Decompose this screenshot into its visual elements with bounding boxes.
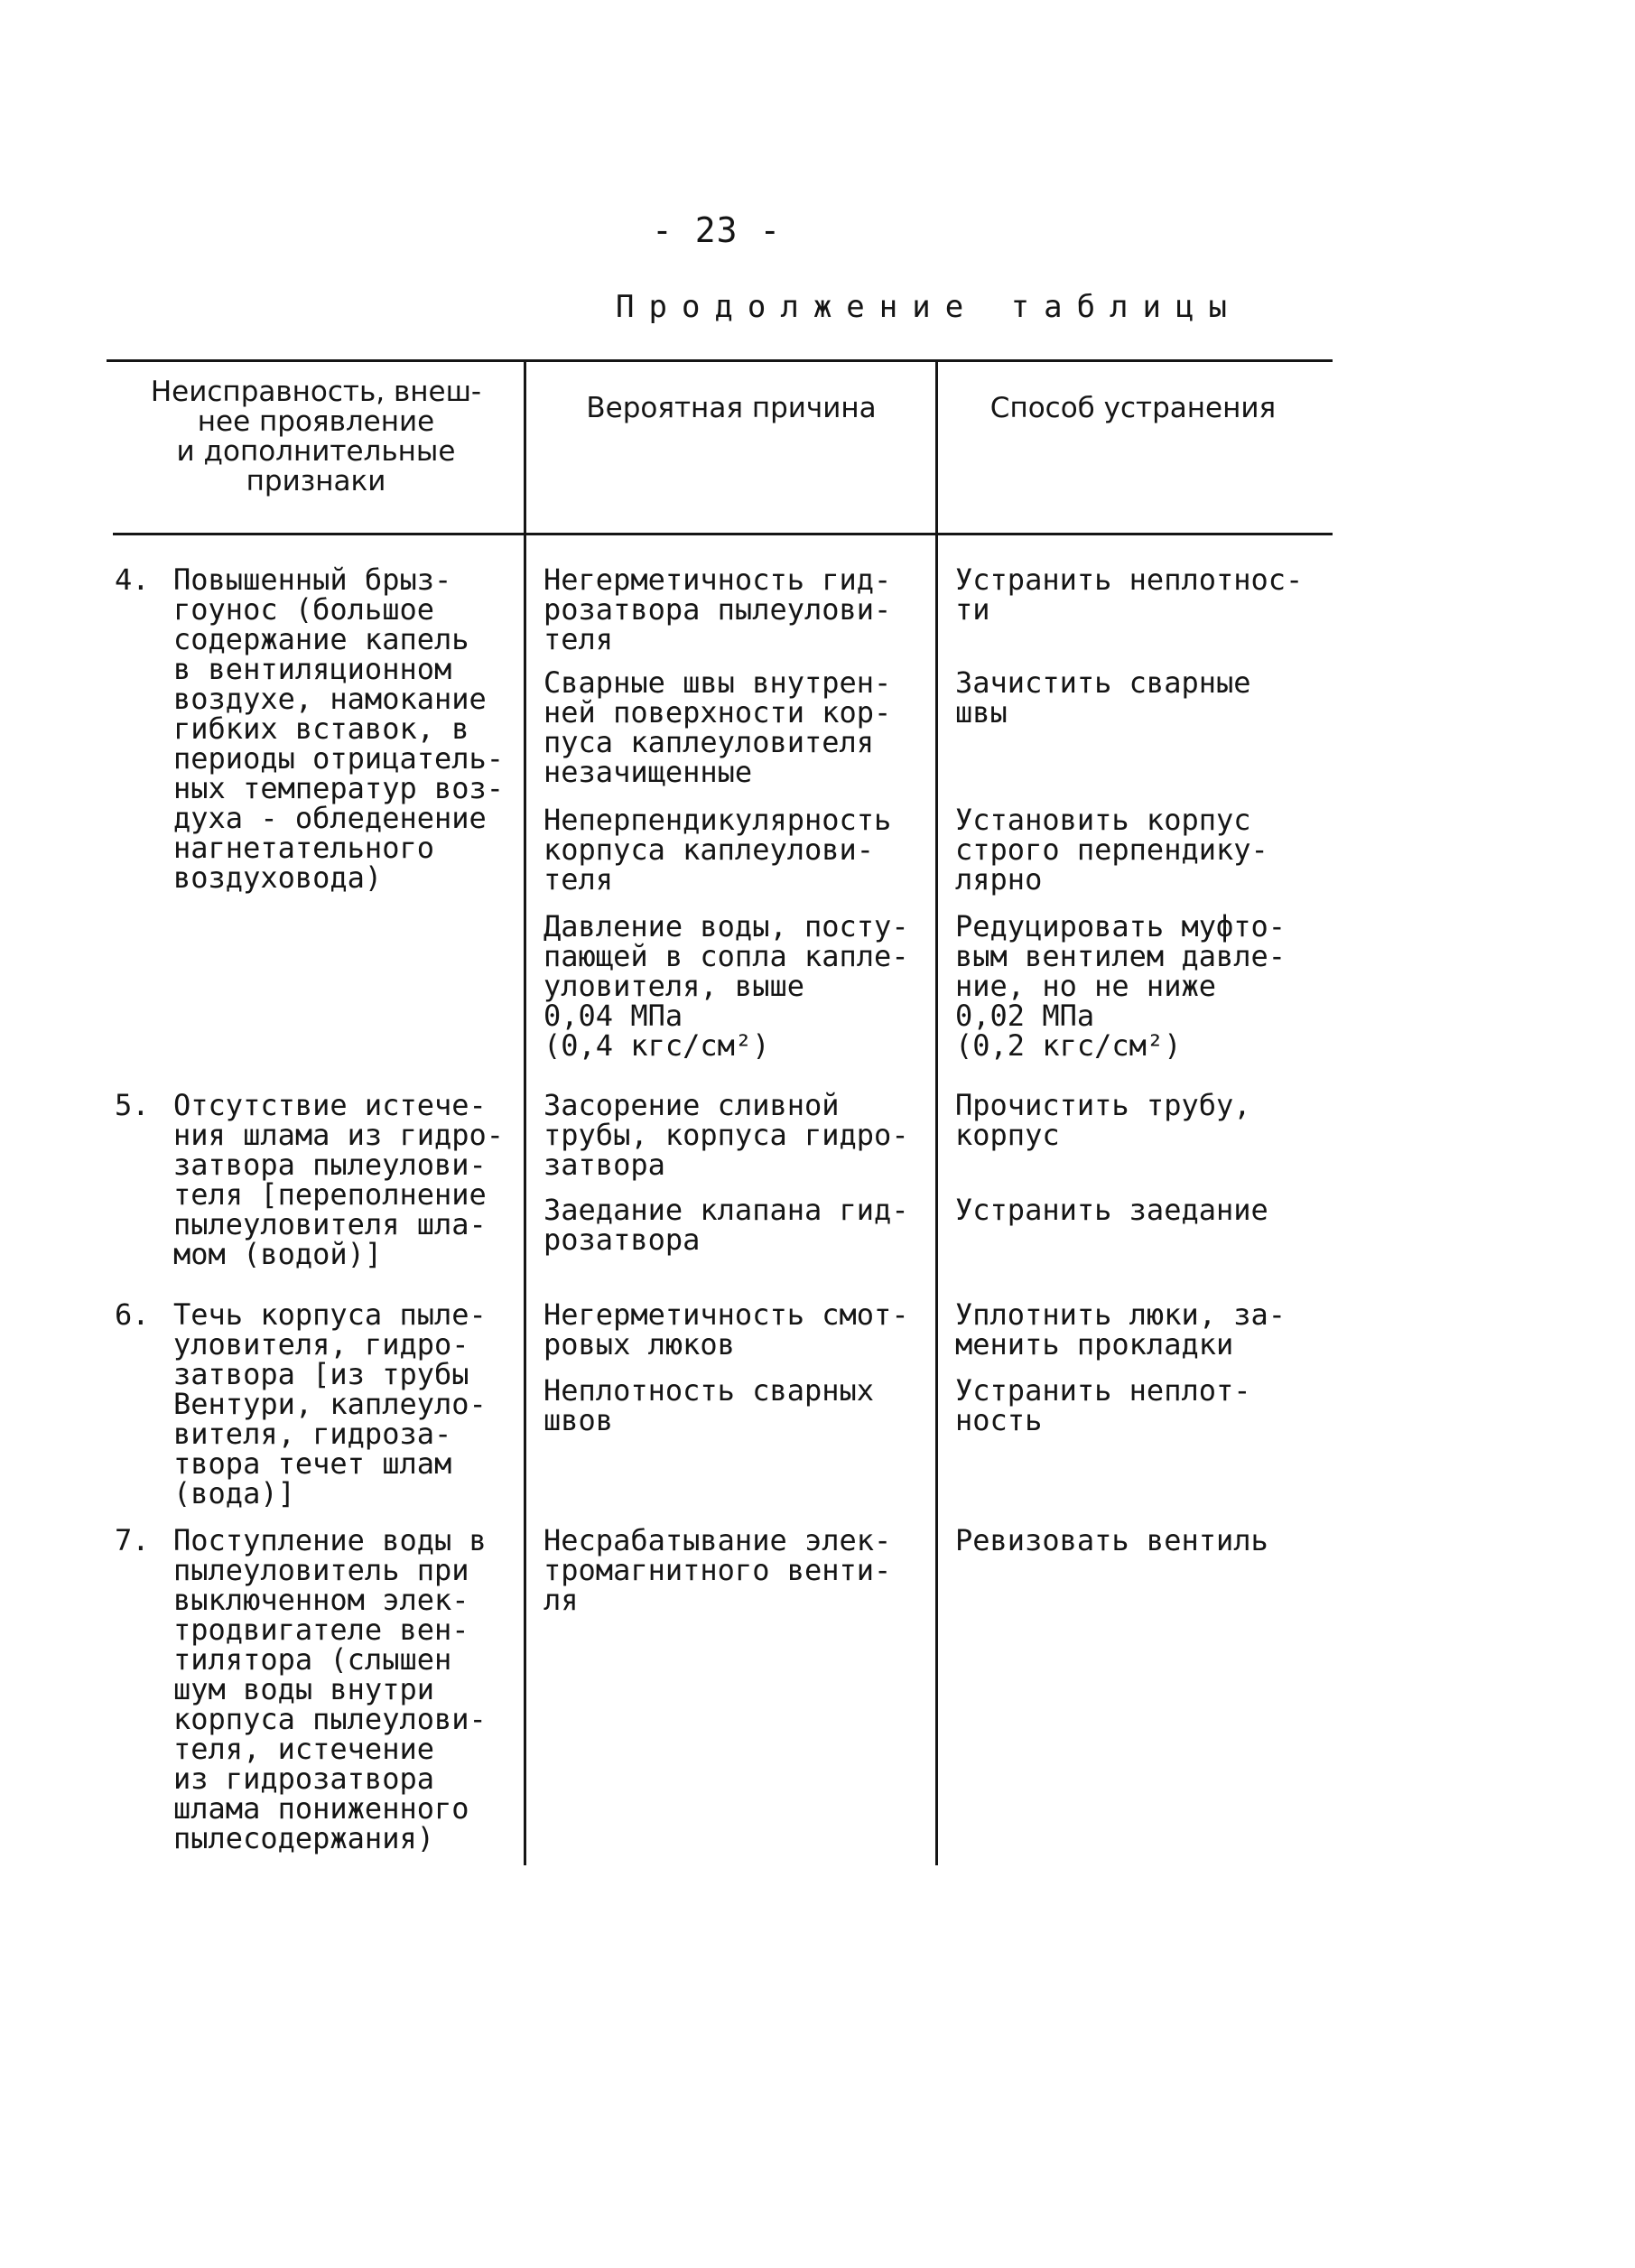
remedy-text: Уплотнить люки, за- менить прокладки bbox=[955, 1297, 1287, 1362]
remedy-text: Редуцировать муфто- вым вентилем давле- ние, но не ниже 0,02 МПа (0,2 кгс/см²) bbox=[955, 909, 1287, 1063]
cause-text: Давление воды, посту- пающей в сопла капле- уловителя, выше 0,04 МПа (0,4 кгс/см²) bbox=[543, 909, 909, 1063]
cause-text: Негерметичность гид- розатвора пылеулови- теля bbox=[543, 562, 892, 656]
cause-text: Неплотность сварных швов bbox=[543, 1373, 875, 1437]
cause-text: Неперпендикулярность корпуса каплеулови- теля bbox=[543, 803, 892, 897]
fault-description: Отсутствие истече- ния шлама из гидро- затвора пылеулови- теля [переполнение пылеуловителя шла- мом (водой)] bbox=[173, 1088, 505, 1271]
table-top-border bbox=[107, 359, 1333, 362]
cause-text: Засорение сливной трубы, корпуса гидро- затвора bbox=[543, 1088, 909, 1182]
fault-description: Течь корпуса пыле- уловителя, гидро- затвора [из трубы Вентури, каплеуло- вителя, гидроза- твора течет шлам (вода)] bbox=[173, 1297, 487, 1510]
row-number: 4. bbox=[115, 562, 150, 597]
page-number: - 23 - bbox=[652, 210, 782, 250]
remedy-text: Устранить неплотнос- ти bbox=[955, 562, 1304, 627]
header-cause: Вероятная причина bbox=[586, 392, 877, 424]
table-continuation-caption: Продолжение таблицы bbox=[616, 289, 1241, 325]
remedy-text: Устранить неплот- ность bbox=[955, 1373, 1251, 1437]
cause-text: Сварные швы внутрен- ней поверхности кор- пуса каплеуловителя незачищенные bbox=[543, 665, 892, 789]
header-bottom-border bbox=[113, 533, 1333, 535]
row-number: 6. bbox=[115, 1297, 150, 1332]
fault-description: Повышенный брыз- гоунос (большое содержание капель в вентиляционном воздухе, намокание гибких вставок, в периоды отрицатель- ных температур воз- духа - обледенение нагнетательного воздуховода) bbox=[173, 562, 505, 895]
cause-text: Заедание клапана гид- розатвора bbox=[543, 1193, 909, 1257]
remedy-text: Устранить заедание bbox=[955, 1193, 1268, 1227]
fault-description: Поступление воды в пылеуловитель при выключенном элек- тродвигателе вен- тилятора (слышен шум воды внутри корпуса пылеулови- теля, истечение из гидрозатвора шлама пониженного пылесодержания) bbox=[173, 1523, 487, 1855]
cause-text: Негерметичность смот- ровых люков bbox=[543, 1297, 909, 1362]
row-number: 5. bbox=[115, 1088, 150, 1122]
remedy-text: Прочистить трубу, корпус bbox=[955, 1088, 1251, 1152]
header-remedy: Способ устранения bbox=[989, 392, 1277, 424]
row-number: 7. bbox=[115, 1523, 150, 1557]
remedy-text: Зачистить сварные швы bbox=[955, 665, 1251, 730]
remedy-text: Установить корпус строго перпендику- лярно bbox=[955, 803, 1268, 897]
remedy-text: Ревизовать вентиль bbox=[955, 1523, 1268, 1557]
header-fault: Неисправность, внеш- нее проявление и дополнительные признаки bbox=[150, 376, 482, 497]
column-divider-1 bbox=[524, 361, 526, 1865]
cause-text: Несрабатывание элек- тромагнитного венти- ля bbox=[543, 1523, 892, 1617]
column-divider-2 bbox=[935, 361, 938, 1865]
